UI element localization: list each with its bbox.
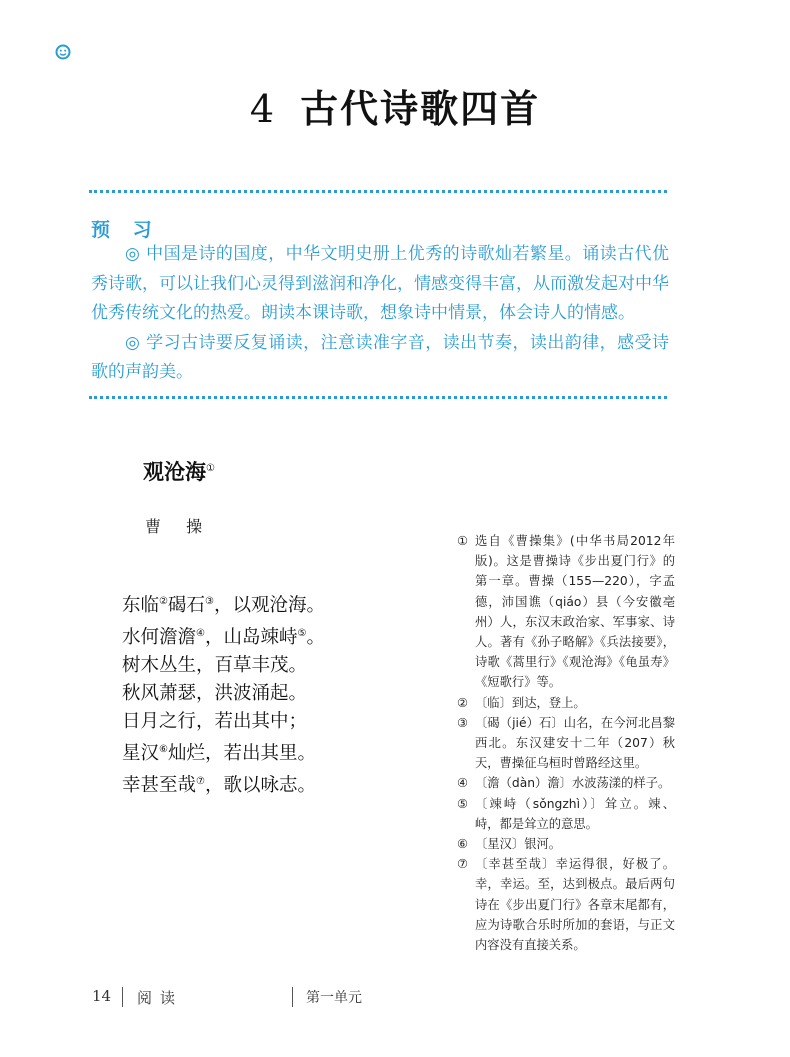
preview-body bbox=[91, 240, 669, 388]
preview-paragraph: ◎ 学习古诗要反复诵读，注意读准字音，读出节奏，读出韵律，感受诗歌的声韵美。 bbox=[91, 332, 669, 382]
footnote-mark: ④ bbox=[196, 628, 205, 640]
poem-text: 碣石 bbox=[167, 595, 205, 617]
footnote-number: ⑤ bbox=[457, 796, 469, 811]
poem-text: 。 bbox=[306, 627, 325, 649]
footnote-mark: ⑦ bbox=[196, 776, 205, 788]
poem-text: ，歌以咏志。 bbox=[204, 775, 316, 797]
footer-divider bbox=[122, 987, 123, 1007]
footnote-mark: ② bbox=[159, 596, 168, 607]
poem-text: ，以观沧海。 bbox=[213, 595, 325, 617]
lesson-number: 4 bbox=[249, 87, 277, 131]
footnote-text: 〔幸甚至哉〕幸运得很，好极了。幸，幸运。至，达到极点。最后两句诗在《步出夏门行》各章末尾都有，应为诗歌合乐时所加的套语，与正文内容没有直接关系。 bbox=[475, 857, 675, 953]
poem-title bbox=[143, 456, 215, 486]
footnote-mark: ⑥ bbox=[159, 744, 168, 756]
page-number: 14 bbox=[92, 987, 112, 1005]
footnote-text: 〔澹（dàn）澹〕水波荡漾的样子。 bbox=[475, 776, 671, 791]
poem-line bbox=[122, 768, 325, 800]
footnote-text: 〔临〕到达，登上。 bbox=[475, 695, 586, 710]
poem-line bbox=[122, 680, 325, 708]
poem-text: ，山岛竦峙 bbox=[204, 627, 298, 649]
footnote bbox=[457, 531, 675, 693]
poem-line bbox=[122, 588, 325, 620]
poem-title-text: 观沧海 bbox=[143, 459, 206, 484]
poem-line bbox=[122, 652, 325, 680]
dotted-divider-bottom bbox=[89, 396, 667, 399]
footnote-number: ① bbox=[457, 534, 469, 548]
lesson-title-text: 古代诗歌四首 bbox=[300, 86, 541, 131]
footnote-mark: ① bbox=[206, 463, 215, 474]
poem-text: 树木丛生，百草丰茂。 bbox=[122, 655, 308, 677]
poem-text: 秋风萧瑟，洪波涌起。 bbox=[122, 683, 308, 705]
preview-heading: 预 习 bbox=[91, 219, 160, 241]
lesson-title bbox=[0, 78, 790, 133]
footnote-number: ② bbox=[457, 695, 469, 710]
footer-unit: 第一单元 bbox=[306, 990, 362, 1006]
footnote bbox=[457, 693, 675, 713]
footnote-text: 〔碣（jié）石〕山名，在今河北昌黎西北。东汉建安十二年（207）秋天，曹操征乌桓时曾路经这里。 bbox=[475, 715, 675, 771]
footer-divider bbox=[292, 987, 293, 1007]
footnote bbox=[457, 794, 675, 834]
poem-text: 灿烂，若出其里。 bbox=[167, 743, 316, 765]
footnote-text: 〔星汉〕银河。 bbox=[475, 837, 562, 852]
poem-text: 星汉 bbox=[122, 743, 160, 765]
poem-text: 东临 bbox=[122, 595, 160, 617]
footnote-text: 〔竦峙（sǒngzhì）〕耸立。竦、峙，都是耸立的意思。 bbox=[475, 796, 675, 831]
preview-paragraph: ◎ 中国是诗的国度，中华文明史册上优秀的诗歌灿若繁星。诵读古代优秀诗歌，可以让我们心灵得到滋润和净化，情感变得丰富，从而激发起对中华优秀传统文化的热爱。朗读本课诗歌，想象诗中情景，体会诗人的情感。 bbox=[91, 244, 669, 323]
dotted-divider-top bbox=[89, 190, 667, 193]
poem-line bbox=[122, 736, 325, 768]
poem-line bbox=[122, 708, 325, 736]
page-footer bbox=[0, 985, 790, 1011]
footnote bbox=[457, 773, 675, 793]
footer-section: 阅读 bbox=[137, 989, 184, 1007]
smiley-icon bbox=[55, 44, 71, 60]
footnote bbox=[457, 854, 675, 955]
footnote-mark: ③ bbox=[205, 596, 214, 607]
footnote-text: 选自《曹操集》(中华书局2012年版)。这是曹操诗《步出夏门行》的第一章。曹操（155—220），字孟德，沛国谯（qiáo）县（今安徽亳州）人，东汉末政治家、军事家、诗人。著有《孙子略解》《兵法接要》，诗歌《蒿里行》《观沧海》《龟虽寿》《短歌行》等。 bbox=[475, 534, 675, 690]
footnote bbox=[457, 834, 675, 854]
poem-text: 日月之行，若出其中； bbox=[122, 711, 308, 733]
footnote-mark: ⑤ bbox=[297, 628, 307, 640]
footnote-number: ③ bbox=[457, 715, 469, 730]
footnote-number: ⑥ bbox=[457, 837, 469, 852]
poem-body bbox=[122, 588, 325, 801]
poem-author: 曹 操 bbox=[145, 517, 213, 536]
footnotes bbox=[457, 531, 675, 955]
footnote-number: ⑦ bbox=[457, 857, 469, 872]
footnote bbox=[457, 713, 675, 774]
poem-text: 水何澹澹 bbox=[122, 627, 197, 649]
poem-line bbox=[122, 620, 325, 652]
footnote-number: ④ bbox=[457, 776, 469, 791]
poem-text: 幸甚至哉 bbox=[122, 775, 197, 797]
